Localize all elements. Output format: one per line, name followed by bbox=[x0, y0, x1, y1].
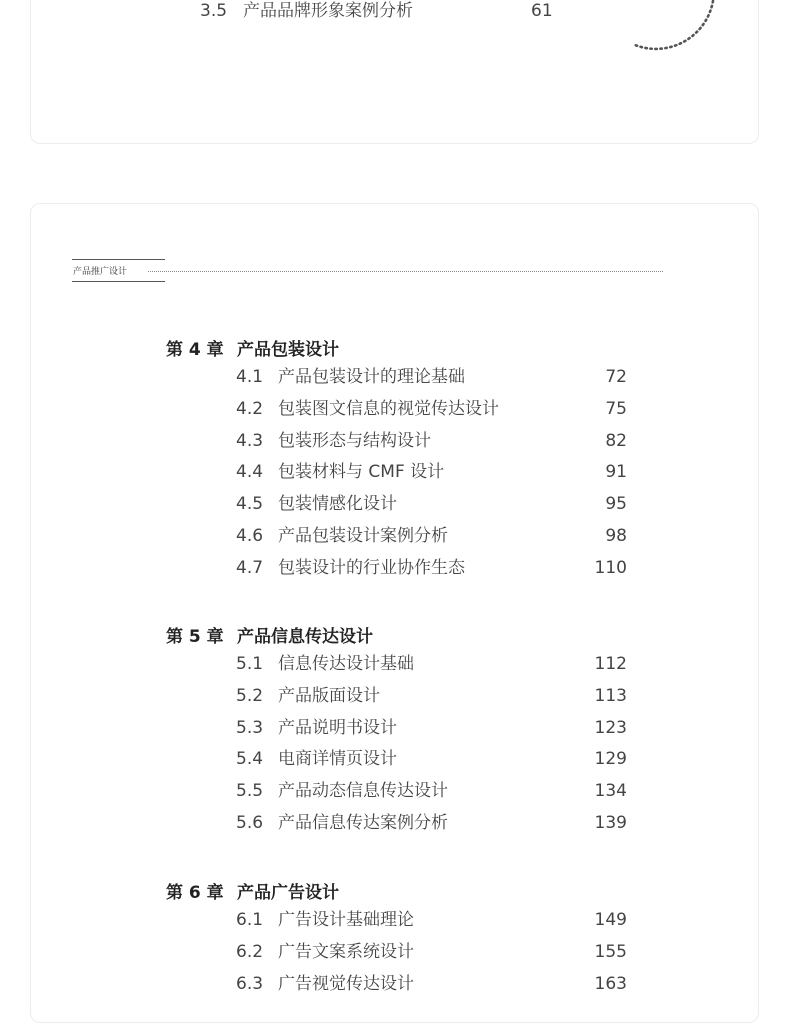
entry-page: 129 bbox=[594, 749, 627, 770]
chapter-number: 第 4 章 bbox=[166, 340, 224, 360]
entry-number: 5.4 bbox=[236, 749, 264, 770]
chapter-title: 产品信息传达设计 bbox=[237, 627, 373, 647]
toc-card-previous bbox=[30, 0, 759, 144]
entry-title: 产品说明书设计 bbox=[278, 717, 397, 738]
section-label: 产品推广设计 bbox=[72, 259, 165, 282]
chapter-number: 第 6 章 bbox=[166, 883, 224, 903]
entry-number: 4.2 bbox=[236, 398, 264, 419]
entry-page: 91 bbox=[605, 462, 627, 483]
entry-title: 包装情感化设计 bbox=[278, 494, 397, 515]
entry-number: 4.1 bbox=[236, 367, 264, 387]
entry-page: 113 bbox=[594, 685, 627, 706]
entry-title: 广告设计基础理论 bbox=[278, 910, 414, 930]
entry-number: 6.3 bbox=[236, 973, 264, 994]
chapter-number: 第 5 章 bbox=[166, 627, 224, 647]
entry-page: 75 bbox=[605, 398, 627, 419]
entry-page: 149 bbox=[594, 910, 627, 930]
entry-number: 4.7 bbox=[236, 557, 264, 578]
entry-number: 5.5 bbox=[236, 781, 264, 802]
chapter-title: 产品广告设计 bbox=[237, 883, 339, 903]
entry-title: 广告文案系统设计 bbox=[278, 941, 414, 962]
entry-title: 电商详情页设计 bbox=[278, 749, 397, 770]
decorative-dotted-arc bbox=[621, 0, 741, 71]
entry-title: 包装形态与结构设计 bbox=[278, 430, 431, 451]
entry-number: 4.4 bbox=[236, 462, 264, 483]
entry-page: 134 bbox=[594, 781, 627, 802]
entry-title: 产品包装设计的理论基础 bbox=[278, 367, 465, 387]
entry-title: 产品信息传达案例分析 bbox=[278, 813, 448, 833]
entry-number: 4.6 bbox=[236, 526, 264, 546]
entry-number: 6.1 bbox=[236, 910, 264, 930]
entry-title: 产品品牌形象案例分析 bbox=[243, 1, 413, 21]
entry-page: 95 bbox=[605, 494, 627, 515]
entry-title: 产品动态信息传达设计 bbox=[278, 781, 448, 802]
entry-number: 5.3 bbox=[236, 717, 264, 738]
entry-title: 产品版面设计 bbox=[278, 685, 380, 706]
section-divider bbox=[148, 271, 663, 272]
entry-number: 6.2 bbox=[236, 941, 264, 962]
entry-title: 信息传达设计基础 bbox=[278, 654, 414, 674]
entry-number: 3.5 bbox=[200, 1, 228, 21]
entry-page: 72 bbox=[605, 367, 627, 387]
toc-card bbox=[30, 203, 759, 1023]
chapter-title: 产品包装设计 bbox=[237, 340, 339, 360]
entry-title: 包装材料与 CMF 设计 bbox=[278, 462, 445, 483]
entry-title: 广告视觉传达设计 bbox=[278, 973, 414, 994]
entry-page: 163 bbox=[594, 973, 627, 994]
entry-page: 98 bbox=[605, 526, 627, 546]
entry-number: 5.2 bbox=[236, 685, 264, 706]
entry-page: 155 bbox=[594, 941, 627, 962]
entry-page: 61 bbox=[531, 1, 553, 21]
entry-title: 产品包装设计案例分析 bbox=[278, 526, 448, 546]
entry-title: 包装图文信息的视觉传达设计 bbox=[278, 398, 499, 419]
entry-page: 82 bbox=[605, 430, 627, 451]
entry-number: 5.6 bbox=[236, 813, 264, 833]
entry-number: 5.1 bbox=[236, 654, 264, 674]
entry-title: 包装设计的行业协作生态 bbox=[278, 557, 465, 578]
entry-page: 110 bbox=[594, 557, 627, 578]
entry-page: 123 bbox=[594, 717, 627, 738]
entry-page: 112 bbox=[594, 654, 627, 674]
entry-number: 4.5 bbox=[236, 494, 264, 515]
entry-page: 139 bbox=[594, 813, 627, 833]
entry-number: 4.3 bbox=[236, 430, 264, 451]
